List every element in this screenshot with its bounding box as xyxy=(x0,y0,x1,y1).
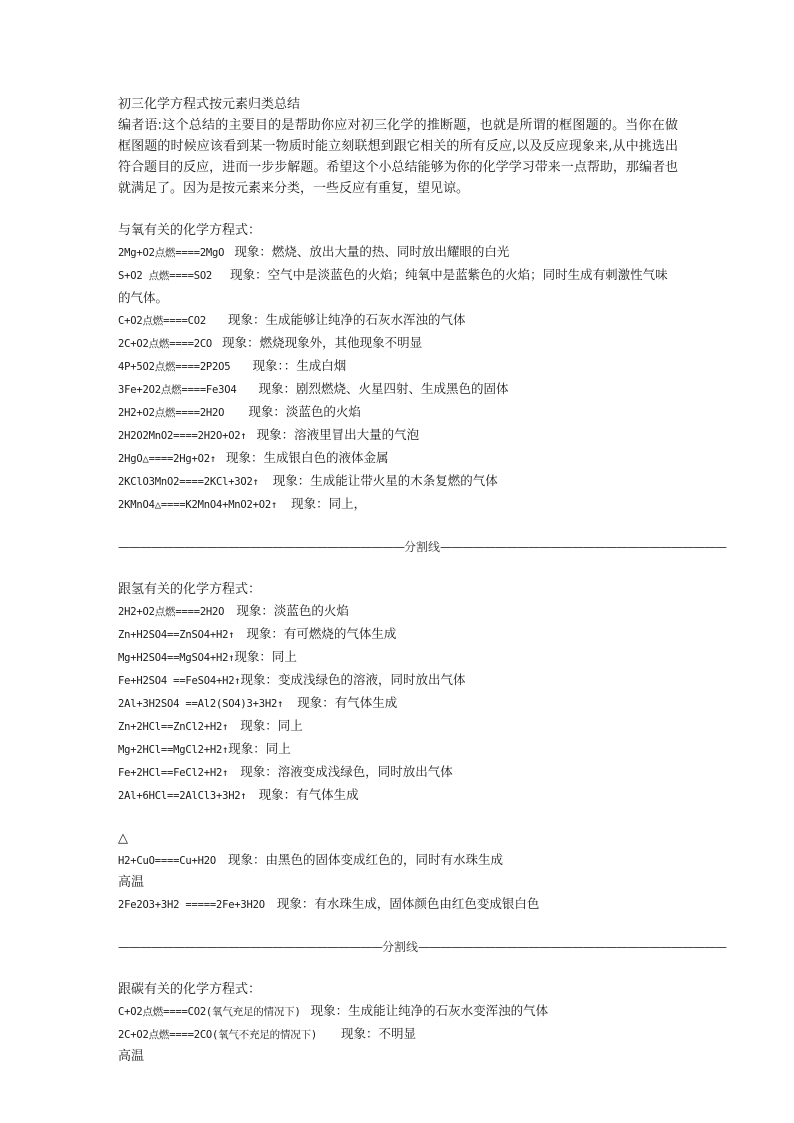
equation: 2C+O2点燃====2CO xyxy=(118,338,213,350)
section-divider: ——————————————————————————分割线—————————————————————————— xyxy=(118,540,727,554)
observation: 现象：变成浅绿色的溶液，同时放出气体 xyxy=(240,672,466,687)
blank-line xyxy=(118,807,678,828)
observation: 现象：淡蓝色的火焰 xyxy=(248,404,361,419)
equation: Mg+H2SO4==MgSO4+H2↑ xyxy=(118,652,235,664)
equation-line xyxy=(118,309,678,332)
blank-line xyxy=(118,516,678,537)
equation-line xyxy=(118,378,678,401)
observation: 现象：淡蓝色的火焰 xyxy=(236,603,349,618)
equation-line xyxy=(118,424,678,447)
divider-label: 分割线 xyxy=(404,540,441,554)
observation: 现象：有水珠生成，固体颜色由红色变成银白色 xyxy=(276,896,540,911)
equation-line xyxy=(118,623,678,646)
observation: 现象：燃烧、放出大量的热、同时放出耀眼的白光 xyxy=(234,244,510,259)
observation: 现象：同上 xyxy=(228,741,291,756)
equation: 3Fe+2O2点燃====Fe3O4 xyxy=(118,384,237,396)
equation-line xyxy=(118,600,678,623)
equation-line xyxy=(118,470,678,493)
equation-line xyxy=(118,646,678,669)
blank-line xyxy=(118,958,678,979)
heat-symbol: △ xyxy=(118,831,128,846)
observation: 现象：同上 xyxy=(240,718,303,733)
equation-line xyxy=(118,264,678,309)
equation-line xyxy=(118,715,678,738)
observation: 现象：有气体生成 xyxy=(297,695,398,710)
observation: 现象：生成能让纯净的石灰水变浑浊的气体 xyxy=(310,1003,549,1018)
observation: 现象：生成能让带火星的木条复燃的气体 xyxy=(272,473,498,488)
observation: 现象：生成银白色的液体金属 xyxy=(225,450,389,465)
equation: Fe+H2SO4 ==FeSO4+H2↑ xyxy=(118,675,241,687)
equation: 2H2+O2点燃====2H2O xyxy=(118,407,225,419)
equation-line xyxy=(118,1023,678,1046)
high-temperature-label: 高温 xyxy=(118,875,145,890)
equation-line xyxy=(118,692,678,715)
section-divider: ————————————————————————分割线———————————————————————————— xyxy=(118,940,727,954)
equation: 2Al+6HCl==2AlCl3+3H2↑ xyxy=(118,790,247,802)
equation-line xyxy=(118,401,678,424)
observation: 现象：生成能够让纯净的石灰水浑浊的气体 xyxy=(227,312,466,327)
document-page xyxy=(118,94,727,1067)
equation-line xyxy=(118,761,678,784)
observation: 现象：溶液变成浅绿色，同时放出气体 xyxy=(240,764,453,779)
section-heading-oxygen: 与氧有关的化学方程式： xyxy=(118,223,262,238)
equation: 2KClO3MnO2====2KCl+3O2↑ xyxy=(118,476,259,488)
equation: 2HgO△====2Hg+O2↑ xyxy=(118,453,216,465)
blank-line xyxy=(118,916,678,937)
equation: 2KMnO4△====K2MnO4+MnO2+O2↑ xyxy=(118,499,278,511)
equation: Mg+2HCl==MgCl2+H2↑ xyxy=(118,744,229,756)
equation: Zn+H2SO4==ZnSO4+H2↑ xyxy=(118,629,235,641)
blank-line xyxy=(118,199,678,220)
equation-line xyxy=(118,332,678,355)
observation: 现象：燃烧现象外，其他现象不明显 xyxy=(222,335,423,350)
equation: Fe+2HCl==FeCl2+H2↑ xyxy=(118,767,229,779)
equation-line xyxy=(118,1000,678,1023)
equation-line xyxy=(118,849,678,872)
divider-label: 分割线 xyxy=(382,940,419,954)
blank-line xyxy=(118,558,678,579)
equation: 2Mg+O2点燃====2MgO xyxy=(118,247,225,259)
equation: 4P+5O2点燃====2P2O5 xyxy=(118,361,231,373)
observation: 现象：有可燃烧的气体生成 xyxy=(246,626,397,641)
equation: 2Fe2O3+3H2 =====2Fe+3H2O xyxy=(118,899,265,911)
equation: C+O2点燃====CO2 xyxy=(118,315,206,327)
equation-line xyxy=(118,784,678,807)
observation: 现象：同上 xyxy=(234,649,297,664)
equation: 2Al+3H2SO4 ==Al2(SO4)3+3H2↑ xyxy=(118,698,284,710)
equation-line xyxy=(118,493,678,516)
document-title: 初三化学方程式按元素归类总结 xyxy=(118,97,301,112)
equation: H2+CuO====Cu+H2O xyxy=(118,855,216,867)
observation: 现象：溶液里冒出大量的气泡 xyxy=(256,427,420,442)
equation: 2C+O2点燃====2CO(氧气不充足的情况下) xyxy=(118,1029,318,1041)
high-temperature-label: 高温 xyxy=(118,1049,145,1064)
observation: 现象：：生成白烟 xyxy=(252,358,347,373)
observation: 现象：空气中是淡蓝色的火焰；纯氧中是蓝紫色的火焰；同时生成有刺激性气味的气体。 xyxy=(118,267,668,305)
observation: 现象：不明显 xyxy=(341,1026,417,1041)
equation-line xyxy=(118,893,678,916)
observation: 现象：剧烈燃烧、火星四射、生成黑色的固体 xyxy=(258,381,509,396)
equation-line xyxy=(118,669,678,692)
equation-line xyxy=(118,447,678,470)
equation: S+O2 点燃====SO2 xyxy=(118,270,213,282)
observation: 现象：由黑色的固体变成红色的，同时有水珠生成 xyxy=(227,852,503,867)
intro-paragraph: 编者语:这个总结的主要目的是帮助你应对初三化学的推断题，也就是所谓的框图题的。当你在做框图题的时候应该看到某一物质时能立刻联想到跟它相关的所有反应,以及反应现象来,从中挑选出符合题目的反应，进而一步步解题。希望这个小总结能够为你的化学学习带来一点帮助，那编者也就满足了。因为是按元素来分类，一些反应有重复，望见谅。 xyxy=(118,118,678,196)
equation: 2H2+O2点燃====2H2O xyxy=(118,606,225,618)
equation-line xyxy=(118,738,678,761)
equation-line xyxy=(118,241,678,264)
section-heading-carbon: 跟碳有关的化学方程式： xyxy=(118,982,262,997)
section-heading-hydrogen: 跟氢有关的化学方程式： xyxy=(118,582,262,597)
observation: 现象：同上， xyxy=(291,496,367,511)
equation-line xyxy=(118,355,678,378)
equation: C+O2点燃====CO2(氧气充足的情况下) xyxy=(118,1006,301,1018)
equation: Zn+2HCl==ZnCl2+H2↑ xyxy=(118,721,229,733)
equation: 2H2O2MnO2====2H2O+O2↑ xyxy=(118,430,247,442)
observation: 现象：有气体生成 xyxy=(258,787,359,802)
